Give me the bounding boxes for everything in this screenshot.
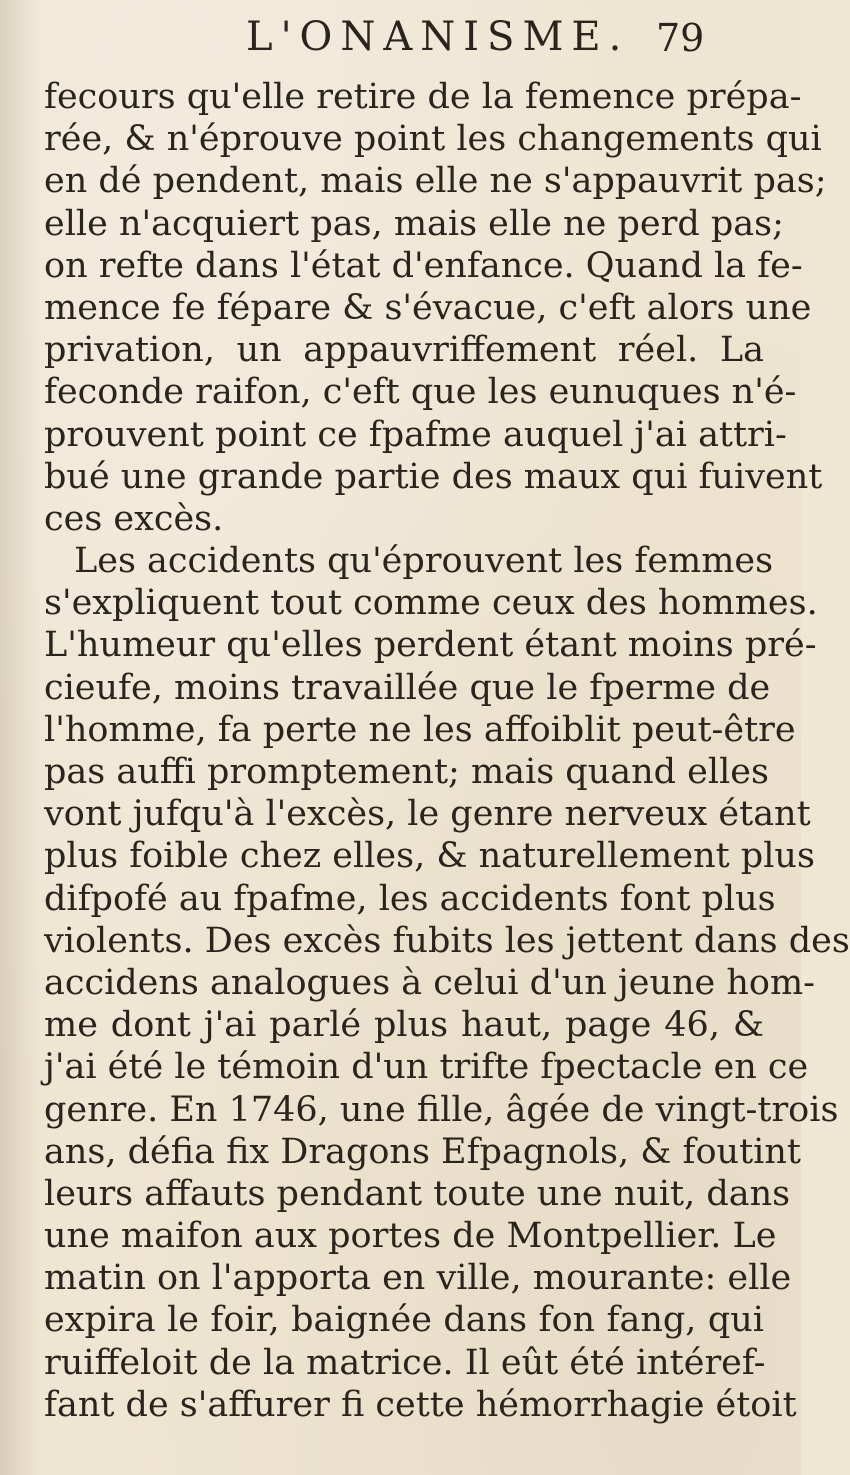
text-line: genre. En 1746, une fille, âgée de vingt-trois	[44, 1089, 839, 1130]
text-line: vont jufqu'à l'excès, le genre nerveux étant	[44, 794, 811, 835]
text-line: expira le foir, baignée dans fon fang, qui	[44, 1300, 764, 1341]
text-line: prouvent point ce fpafme auquel j'ai attri-	[44, 414, 787, 455]
text-line: ces excès.	[44, 498, 224, 539]
text-line: elle n'acquiert pas, mais elle ne perd pas;	[44, 203, 784, 244]
text-line: j'ai été le témoin d'un trifte fpectacle en ce	[44, 1047, 809, 1088]
text-line: bué une grande partie des maux qui fuivent	[44, 456, 823, 497]
page-number: 79	[656, 16, 705, 60]
running-title: L'ONANISME.	[246, 14, 630, 60]
text-line: une maifon aux portes de Montpellier. Le	[44, 1216, 777, 1257]
text-line: matin on l'apporta en ville, mourante: elle	[44, 1258, 792, 1299]
text-line: ans, défia fix Dragons Efpagnols, & foutint	[44, 1131, 801, 1172]
binding-shadow	[0, 0, 40, 1475]
text-line: violents. Des excès fubits les jettent dans des	[44, 920, 850, 961]
page-header	[0, 14, 801, 74]
text-line: mence fe fépare & s'évacue, c'eft alors une	[44, 287, 812, 328]
text-line: leurs affauts pendant toute une nuit, dans	[44, 1173, 791, 1214]
text-line: l'homme, fa perte ne les affoiblit peut-être	[44, 709, 796, 750]
text-line: me dont j'ai parlé plus haut, page 46, &	[44, 1005, 764, 1046]
text-line: pas auffi promptement; mais quand elles	[44, 752, 769, 792]
text-line: cieufe, moins travaillée que le fperme de	[44, 667, 771, 708]
text-line: fant de s'affurer fi cette hémorrhagie étoit	[44, 1384, 797, 1425]
text-line: on refte dans l'état d'enfance. Quand la fe-	[44, 245, 803, 286]
text-line: accidens analogues à celui d'un jeune hom-	[44, 962, 816, 1003]
text-line: feconde raifon, c'eft que les eunuques n'é-	[44, 372, 797, 413]
text-line: difpofé au fpafme, les accidents font plus	[44, 878, 776, 919]
text-line: ruiffeloit de la matrice. Il eût été intéref-	[44, 1342, 766, 1383]
text-line: en dé pendent, mais elle ne s'appauvrit pas;	[44, 161, 827, 202]
text-line: privation, un appauvriffement réel. La	[44, 330, 764, 371]
text-line: rée, & n'éprouve point les changements qui	[44, 119, 822, 160]
text-line: fecours qu'elle retire de la femence prépa-	[44, 77, 802, 117]
text-line: Les accidents qu'éprouvent les femmes	[74, 541, 774, 582]
body-text	[44, 76, 850, 1426]
text-line: s'expliquent tout comme ceux des hommes.	[44, 583, 818, 624]
text-line: L'humeur qu'elles perdent étant moins pré-	[44, 625, 817, 666]
text-line: plus foible chez elles, & naturellement plus	[44, 836, 815, 877]
